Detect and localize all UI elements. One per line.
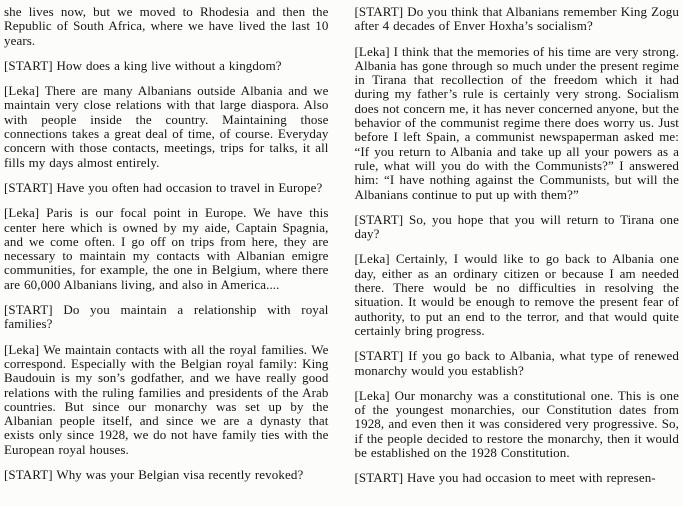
paragraph: [Leka] Paris is our focal point in Europe. We have this center here which is owned by my aide, Captain Spagnia, and we come often. I go off on trips from here, they are necessary to maintain my contacts with Albanian emigre communities, for example, the one in Belgium, where there are 60,000 Albanians living, and also in America.... [4, 205, 329, 292]
paragraph: [START] Why was your Belgian visa recently revoked? [4, 467, 304, 483]
paragraph: [Leka] Our monarchy was a constitutional one. This is one of the youngest monarchies, our Constitution dates from 1928, and even then it was considered very progressive. So, if the people decided to restore the monarchy, then it would be established on the 1928 Constitution. [354, 387, 679, 461]
paragraph: [START] Do you think that Albanians remember King Zogu after 4 decades of Enver Hoxha’s socialism? [354, 4, 679, 34]
paragraph: [Leka] We maintain contacts with all the royal families. We correspond. Especially with the Belgian royal family: King Baudouin is my son’s godfather, and we have really good relations with the ruling families and presidents of the Arab countries. But since our monarchy was set up by the Albanian people itself, and since we are a dynasty that exists only since 1928, we do not have family ties with the European royal houses. [4, 341, 329, 457]
text-column-right [355, 5, 680, 506]
paragraph: [START] How does a king live without a kingdom? [4, 57, 282, 73]
paragraph: [START] So, you hope that you will return to Tirana one day? [354, 211, 679, 242]
paragraph: [START] Do you maintain a relationship with royal families? [4, 302, 329, 332]
paragraph: [Leka] I think that the memories of his time are very strong. Albania has gone through so much under the present regime in Tirana that recollection of the freedom which it had during my father’s rule is certainly very strong. Socialism does not concern me, it has never concerned anyone, but the behavior of the communist regime there does worry us. Just before I left Spain, a communist newspaperman asked me: “If you return to Albania and take up all your powers as a rule, what will you do with the Communists?” I answered him: “I have nothing against the Communists, but will the Albanians continue to put up with them?” [354, 43, 679, 202]
paragraph: [START] If you go back to Albania, what type of renewed monarchy would you establish? [354, 348, 679, 378]
paragraph: [START] Have you had occasion to meet with represen- [354, 470, 656, 486]
text-column-left [4, 5, 329, 506]
paragraph: she lives now, but we moved to Rhodesia and then the Republic of South Africa, where we have lived the last 10 years. [4, 4, 329, 48]
paragraph: [Leka] Certainly, I would like to go back to Albania one day, either as an ordinary citizen or because I am needed there. There would be no difficulties in resolving the situation. It would be enough to remove the present fear of authority, to put an end to the terror, and that would quite certainly bring progress. [354, 251, 679, 338]
paragraph: [START] Have you often had occasion to travel in Europe? [4, 179, 323, 195]
paragraph: [Leka] There are many Albanians outside Albania and we maintain very close relations with that large diaspora. Also with people inside the country. Maintaining those connections takes a great deal of time, of course. Everyday concern with those contacts, meetings, trips for talks, it all fills my days almost entirely. [4, 83, 329, 170]
